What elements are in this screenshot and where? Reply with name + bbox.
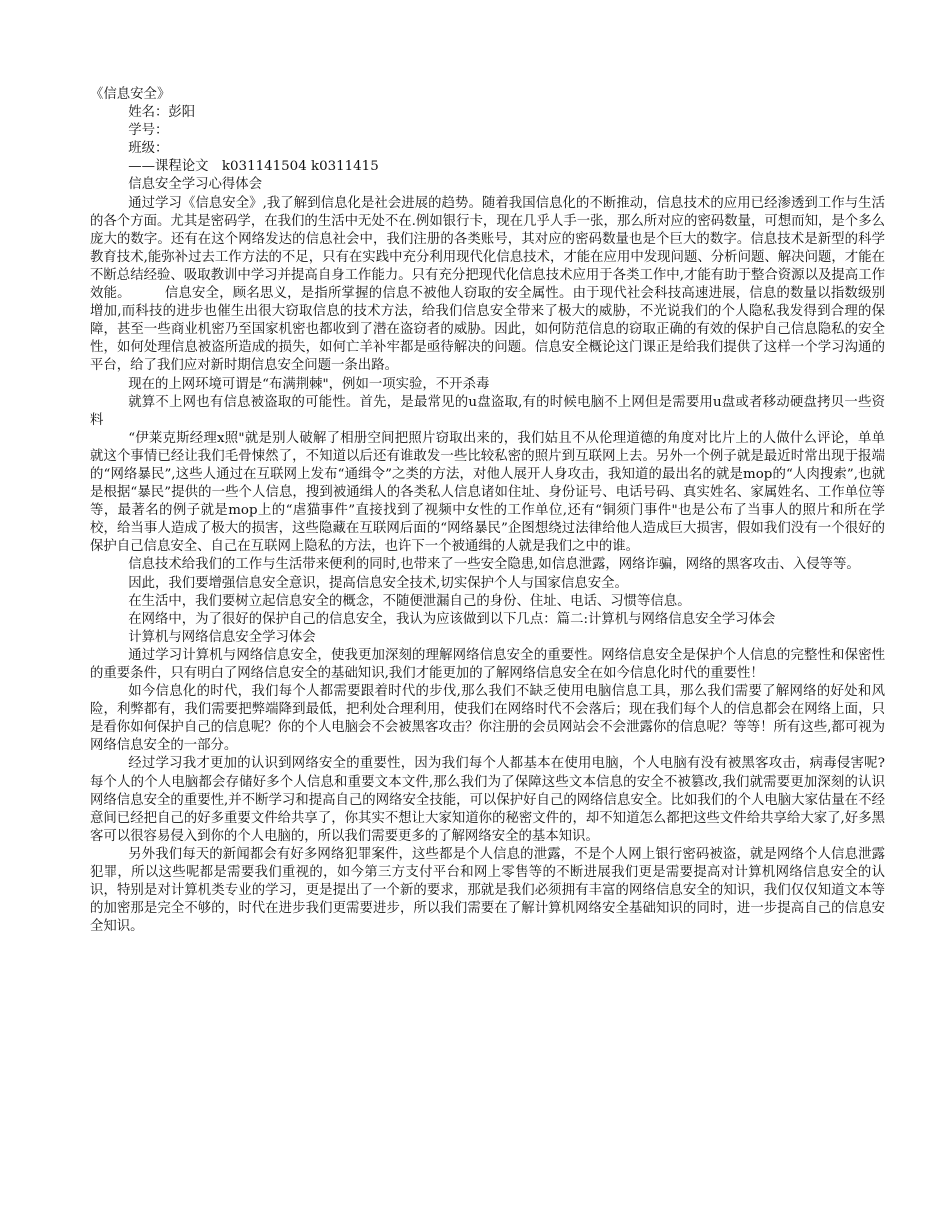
- paragraph-7: 在生活中，我们要树立起信息安全的概念，不随便泄漏自己的身份、住址、电话、习惯等信息。: [128, 593, 691, 609]
- paragraph-1: 通过学习《信息安全》,我了解到信息化是社会进展的趋势。随着我国信息化的不断推动，信息技术的应用已经渗透到工作与生活的各个方面。尤其是密码学，在我们的生活中无处不在.例如银行卡，现在几乎人手一张，那么所对应的密码数量，可想而知，是个多么庞大的数字。还有在这个网络发达的信息社会中，我们注册的各类账号，其对应的密码数量也是个巨大的数字。信息技术是新型的科学教育技术,能弥补过去工作方法的不足，只有在实践中充分利用现代化信息技术，才能在应用中发现问题、分析问题、解决问题，才能在不断总结经验、吸取教训中学习并提高自身工作能力。只有充分把现代化信息技术应用于各类工作中,才能有助于整合资源以及提高工作效能。 信息安全，顾名思义，是指所掌握的信息不被他人窃取的安全属性。由于现代社会科技高速进展，信息的数量以指数级别增加,而科技的进步也催生出很大窃取信息的技术方法，给我们信息安全带来了极大的威胁，不光说我们的个人隐私我发得到合理的保障，甚至一些商业机密乃至国家机密也都收到了潜在盗窃者的威胁。因此，如何防范信息的窃取正确的有效的保护自己信息隐私的安全性，如何处理信息被盗所造成的损失，如何亡羊补牢都是亟待解决的问题。信息安全概论这门课正是给我们提供了这样一个学习沟通的平台，给了我们应对新时期信息安全问题一条出路。: [90, 195, 885, 374]
- class-name: 班级：: [128, 141, 169, 157]
- paragraph-3: 就算不上网也有信息被盗取的可能性。首先，是最常见的u盘盗取,有的时候电脑不上网但是需要用u盘或者移动硬盘拷贝一些资料: [90, 394, 885, 428]
- document-title: 《信息安全》: [90, 87, 171, 102]
- paragraph-2: 现在的上网环境可谓是“布满荆棘"，例如一项实验，不开杀毒: [128, 376, 490, 392]
- paragraph-4: “伊莱克斯经理x照"就是别人破解了相册空间把照片窃取出来的，我们姑且不从伦理道德的角度对比片上的人做什么评论，单单就这个事情已经让我们毛骨悚然了，不知道以后还有谁敢发一些比较私密的照片到互联网上去。另外一个例子就是最近时常出现于报端的“网络暴民”,这些人通过在互联网上发布“通缉令”之类的方法，对他人展开人身攻击，我知道的最出名的就是mop的“人肉搜索”,也就是根据“暴民”提供的一些个人信息，搜到被通缉人的各类私人信息诸如住址、身份证号、电话号码、真实姓名、家属姓名、工作单位等等，最著名的例子就是mop上的“虐猫事件”直接找到了视频中女性的工作单位,还有“铜须门事件"也是公布了当事人的照片和所在学校，给当事人造成了极大的损害，这些隐藏在互联网后面的“网络暴民”企图想绕过法律给他人造成巨大损害，假如我们没有一个很好的保护自己信息安全、自己在互联网上隐私的方法，也许下一个被通缉的人就是我们之中的谁。: [90, 430, 885, 555]
- document-subtitle: ——课程论文 k031141504 k0311415: [128, 159, 379, 175]
- paragraph-5: 信息技术给我们的工作与生活带来便利的同时,也带来了一些安全隐患,如信息泄露，网络诈骗，网络的黑客攻击、入侵等等。: [128, 557, 860, 573]
- section-heading-2: 计算机与网络信息安全学习体会: [128, 629, 316, 645]
- paragraph-10: 如今信息化的时代，我们每个人都需要跟着时代的步伐,那么我们不缺乏使用电脑信息工具，那么我们需要了解网络的好处和风险，利弊都有，我们需要把弊端降到最低，把利处合理利用，使我们在网络时代不会落后；现在我们每个人的信息都会在网络上面，只是看你如何保护自己的信息呢？你的个人电脑会不会被黑客攻击？你注册的会员网站会不会泄露你的信息呢？等等！所有这些,都可视为网络信息安全的一部分。: [90, 684, 885, 754]
- paragraph-9: 通过学习计算机与网络信息安全，使我更加深刻的理解网络信息安全的重要性。网络信息安全是保护个人信息的完整性和保密性的重要条件，只有明白了网络信息安全的基础知识,我们才能更加的了解网络信息安全在如今信息化时代的重要性！: [90, 647, 885, 681]
- author-name: 姓名：彭阳: [128, 105, 196, 121]
- student-id: 学号：: [128, 123, 169, 139]
- paragraph-11: 经过学习我才更加的认识到网络安全的重要性，因为我们每个人都基本在使用电脑，个人电脑有没有被黑客攻击，病毒侵害呢?每个人的个人电脑都会存储好多个人信息和重要文本文件,那么我们为了保障这些文本信息的安全不被篡改,我们就需要更加深刻的认识网络信息安全的重要性,并不断学习和提高自己的网络安全技能，可以保护好自己的网络信息安全。比如我们的个人电脑大家估量在不经意间已经把自己的好多重要文件给共享了，你其实不想让大家知道你的秘密文件的，却不知道怎么都把这些文件给共享给大家了,好多黑客可以很容易侵入到你的个人电脑的，所以我们需要更多的了解网络安全的基本知识。: [90, 756, 885, 844]
- paragraph-8: 在网络中，为了很好的保护自己的信息安全，我认为应该做到以下几点：篇二:计算机与网络信息安全学习体会: [128, 611, 776, 627]
- paragraph-12: 另外我们每天的新闻都会有好多网络犯罪案件，这些都是个人信息的泄露，不是个人网上银行密码被盗，就是网络个人信息泄露犯罪，所以这些呢都是需要我们重视的，如今第三方支付平台和网上零售等的不断进展我们更是需要提高对计算机网络信息安全的认识，特别是对计算机类专业的学习，更是提出了一个新的要求，那就是我们必须拥有丰富的网络信息安全的知识，我们仅仅知道文本等的加密那是完全不够的，时代在进步我们更需要进步，所以我们需要在了解计算机网络安全基础知识的同时，进一步提高自己的信息安全知识。: [90, 846, 885, 935]
- document-body: [90, 86, 885, 936]
- section-heading-1: 信息安全学习心得体会: [128, 177, 263, 193]
- paragraph-6: 因此，我们要增强信息安全意识，提高信息安全技术,切实保护个人与国家信息安全。: [128, 575, 628, 591]
